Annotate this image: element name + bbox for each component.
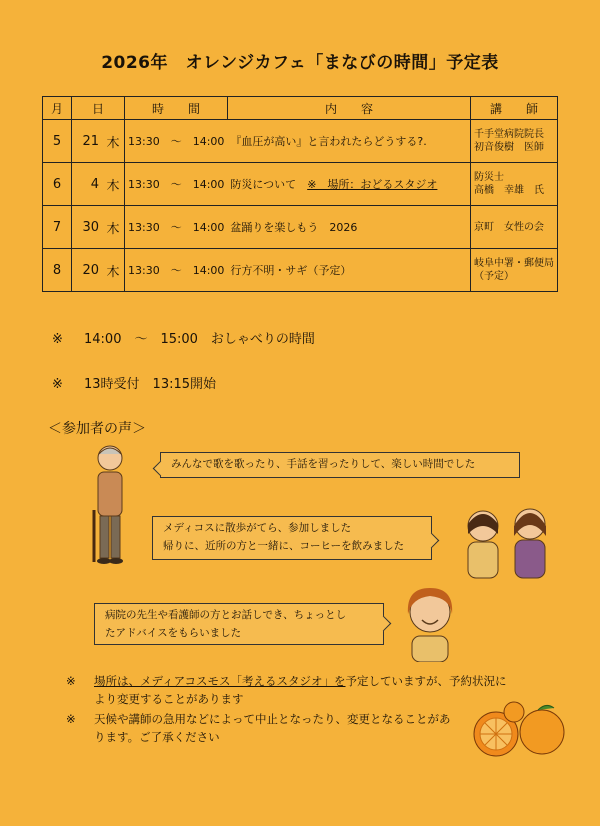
row-lecturer-line2: （予定） [474, 271, 514, 282]
row-time: 13:30 ～ 14:00 [125, 249, 228, 292]
elderly-man-illustration [80, 440, 140, 570]
footnote-cancellation-text: 天候や講師の急用などによって中止となったり、変更となることがあります。ご了承ください [94, 712, 451, 744]
row-content [227, 120, 470, 163]
row-content [227, 249, 470, 292]
row-lecturer [471, 249, 558, 292]
footnote-venue [66, 672, 514, 708]
header-day: 日 [72, 97, 125, 120]
row-lecturer-line1: 防災士 [474, 172, 504, 183]
smiling-woman-illustration [398, 582, 462, 662]
table-row [43, 206, 558, 249]
row-day: 20 [72, 249, 103, 292]
row-content-text: 防災について [230, 178, 308, 191]
header-month: 月 [43, 97, 72, 120]
note-mark: ※ [52, 377, 63, 392]
page-title: 2026年 オレンジカフェ「まなびの時間」予定表 [101, 53, 499, 73]
table-row [43, 120, 558, 163]
row-time: 13:30 ～ 14:00 [125, 120, 228, 163]
note-text: 14:00 ～ 15:00 おしゃべりの時間 [84, 332, 315, 347]
row-content-text: 『血圧が高い』と言われたらどうする?. [230, 135, 427, 148]
voice-bubble-1 [160, 452, 520, 478]
row-weekday: 木 [102, 249, 125, 292]
voice-text-3b: たアドバイスをもらいました [105, 627, 242, 639]
note-reception [52, 373, 216, 392]
row-lecturer [471, 206, 558, 249]
table-row [43, 249, 558, 292]
voice-text-3a: 病院の先生や看護師の方とお話しでき、ちょっとし [105, 609, 347, 621]
row-content [227, 163, 470, 206]
two-women-illustration [458, 500, 558, 580]
row-weekday: 木 [102, 120, 125, 163]
row-lecturer [471, 163, 558, 206]
row-lecturer-line1: 岐阜中署・郵便局 [474, 258, 554, 269]
row-day: 4 [72, 163, 103, 206]
footnote-cancellation [66, 710, 454, 746]
header-lecturer: 講 師 [471, 97, 558, 120]
oranges-illustration [462, 698, 572, 760]
row-month: 8 [43, 249, 72, 292]
row-content-venue: ※ 場所：おどるスタジオ [307, 178, 438, 191]
footnote-venue-text: 予定していますが、予約状況により変更することがあります [94, 674, 507, 706]
row-weekday: 木 [102, 206, 125, 249]
note-chat-time [52, 328, 315, 347]
note-mark: ※ [52, 332, 63, 347]
table-header-row [43, 97, 558, 120]
voices-heading: ＜参加者の声＞ [48, 421, 146, 437]
row-month: 5 [43, 120, 72, 163]
footnote-mark: ※ [66, 674, 76, 688]
voice-bubble-3 [94, 603, 384, 645]
row-month: 6 [43, 163, 72, 206]
voice-bubble-2 [152, 516, 432, 560]
row-lecturer [471, 120, 558, 163]
header-time: 時 間 [125, 97, 228, 120]
row-content-text: 行方不明・サギ（予定） [230, 264, 352, 277]
row-lecturer-line2: 高橋 幸雄 氏 [474, 185, 544, 196]
header-content: 内 容 [227, 97, 470, 120]
row-month: 7 [43, 206, 72, 249]
voice-text-1: みんなで歌を歌ったり、手話を習ったりして、楽しい時間でした [171, 458, 476, 470]
row-lecturer-line1: 千手堂病院院長 [474, 129, 544, 140]
voice-text-2a: メディコスに散歩がてら、参加しました [163, 522, 352, 534]
schedule-table [42, 96, 558, 292]
footnote-mark: ※ [66, 712, 76, 726]
row-lecturer-line2: 初音俊樹 医師 [474, 142, 544, 153]
voice-text-2b: 帰りに、近所の方と一緒に、コーヒーを飲みました [163, 540, 405, 552]
row-weekday: 木 [102, 163, 125, 206]
row-content-text: 盆踊りを楽しもう 2026 [230, 221, 358, 234]
row-day: 30 [72, 206, 103, 249]
row-day: 21 [72, 120, 103, 163]
row-content [227, 206, 470, 249]
note-text: 13時受付 13:15開始 [84, 377, 217, 392]
table-row [43, 163, 558, 206]
row-time: 13:30 ～ 14:00 [125, 163, 228, 206]
footnote-venue-underlined: 場所は、メディアコスモス「考えるスタジオ」を [94, 674, 346, 688]
row-time: 13:30 ～ 14:00 [125, 206, 228, 249]
row-lecturer-line1: 京町 女性の会 [474, 221, 544, 233]
